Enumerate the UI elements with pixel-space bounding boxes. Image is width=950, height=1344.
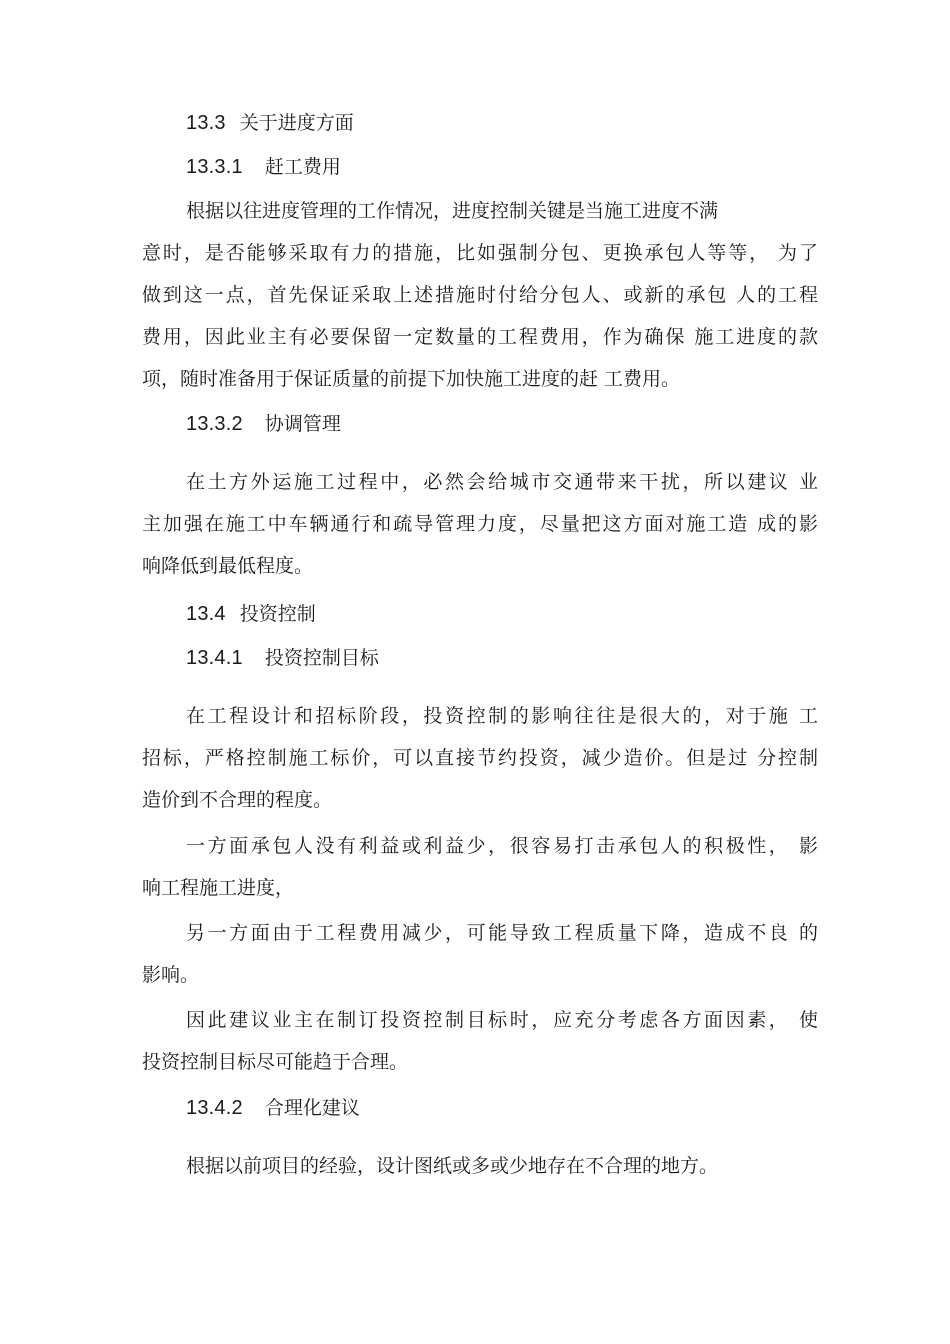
paragraph-coordination — [142, 461, 818, 587]
paragraph-line: 响降低到最低程度。 — [142, 555, 314, 577]
paragraph-line: 响工程施工进度， — [142, 877, 295, 899]
paragraph-line: 因此建议业主在制订投资控制目标时，应充分考虑各方面因素， 使 — [186, 1009, 818, 1031]
section-number: 13.3.2 — [186, 413, 243, 435]
paragraph-quality-impact — [142, 912, 818, 996]
section-title: 投资控制目标 — [264, 647, 379, 669]
paragraph-investment-target — [142, 695, 818, 821]
paragraph-line: 做到这一点，首先保证采取上述措施时付给分包人、或新的承包 人的工程 — [142, 284, 818, 306]
paragraph-owner-recommendation — [142, 999, 818, 1083]
paragraph-line: 根据以往进度管理的工作情况，进度控制关键是当施工进度不满 — [186, 200, 719, 222]
paragraph-rush-cost — [142, 190, 818, 400]
section-heading-13-4 — [186, 593, 316, 635]
section-number: 13.4.2 — [186, 1097, 243, 1119]
paragraph-rationalization — [142, 1145, 818, 1187]
paragraph-line: 造价到不合理的程度。 — [142, 789, 333, 811]
paragraph-line: 根据以前项目的经验，设计图纸或多或少地存在不合理的地方。 — [186, 1155, 719, 1177]
paragraph-line: 主加强在施工中车辆通行和疏导管理力度，尽量把这方面对施工造 成的影 — [142, 513, 818, 535]
section-heading-13-4-2 — [186, 1087, 360, 1129]
section-title: 关于进度方面 — [239, 112, 354, 134]
paragraph-line: 在土方外运施工过程中，必然会给城市交通带来干扰，所以建议 业 — [186, 471, 818, 493]
section-heading-13-3-2 — [186, 403, 341, 445]
section-number: 13.4 — [186, 603, 226, 625]
section-number: 13.4.1 — [186, 647, 243, 669]
section-heading-13-4-1 — [186, 637, 379, 679]
paragraph-line: 投资控制目标尽可能趋于合理。 — [142, 1051, 409, 1073]
section-heading-13-3 — [186, 102, 354, 144]
paragraph-line: 项，随时准备用于保证质量的前提下加快施工进度的赶 工费用。 — [142, 368, 681, 390]
paragraph-contractor-benefit — [142, 825, 818, 909]
paragraph-line: 影响。 — [142, 964, 200, 986]
section-title: 赶工费用 — [264, 156, 341, 178]
section-number: 13.3 — [186, 112, 226, 134]
paragraph-line: 招标，严格控制施工标价，可以直接节约投资，减少造价。但是过 分控制 — [142, 747, 818, 769]
section-number: 13.3.1 — [186, 156, 243, 178]
section-heading-13-3-1 — [186, 146, 341, 188]
section-title: 协调管理 — [264, 413, 341, 435]
paragraph-line: 另一方面由于工程费用减少，可能导致工程质量下降，造成不良 的 — [186, 922, 818, 944]
paragraph-line: 费用，因此业主有必要保留一定数量的工程费用，作为确保 施工进度的款 — [142, 326, 818, 348]
paragraph-line: 在工程设计和招标阶段，投资控制的影响往往是很大的，对于施 工 — [186, 705, 818, 727]
section-title: 投资控制 — [239, 603, 316, 625]
paragraph-line: 意时，是否能够采取有力的措施，比如强制分包、更换承包人等等， 为了 — [142, 242, 818, 264]
section-title: 合理化建议 — [264, 1097, 360, 1119]
paragraph-line: 一方面承包人没有利益或利益少，很容易打击承包人的积极性， 影 — [186, 835, 818, 857]
